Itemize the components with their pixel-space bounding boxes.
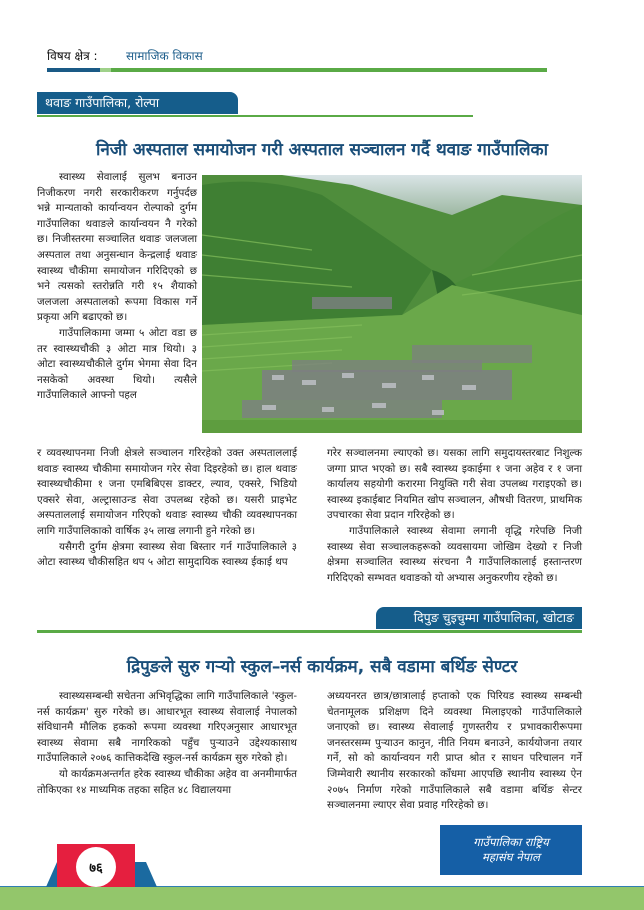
article2-tag-underline — [37, 630, 582, 633]
article2-left-column — [37, 689, 297, 798]
article2-right-column — [327, 689, 582, 814]
subject-area-label: विषय क्षेत्र : — [47, 49, 98, 63]
article1-location-tag: थवाङ गाउँपालिका, रोल्पा — [37, 92, 238, 114]
publisher-name-line1: गाउँपालिका राष्ट्रिय — [473, 835, 549, 849]
footer-band — [0, 887, 644, 910]
header-rule-blue — [47, 68, 100, 72]
header-rule-light — [100, 68, 111, 72]
header-rule-green — [111, 68, 547, 72]
paragraph: अध्ययनरत छात्र/छात्रालाई हप्ताको एक पिरियड स्वास्थ्य सम्बन्धी चेतनामूलक प्रशिक्षण दिने व्यवस्था मिलाइएको गाउँपालिकाले जनाएको छ। स्वास्थ्य सेवालाई गुणस्तरीय र प्रभावकारीरूपमा जनस्तरसम्म पुऱ्याउन कानुन, नीति नियम बनाउने, कार्ययोजना तयार गर्ने, सो को कार्यान्वयन गरी प्राप्त श्रोत र साधन परिचालन गर्ने जिम्मेवारी स्थानीय सरकारको काँधमा आएपछि स्थानीय स्वास्थ्य ऐन २०७५ निर्माण गरेको गाउँपालिकाले सबै वडामा बर्थिङ सेन्टर सञ्चालनमा ल्याएर सेवा प्रवाह गरिरहेको छ। — [327, 690, 582, 812]
village-landscape-image — [202, 175, 582, 433]
paragraph: यो कार्यक्रमअन्तर्गत हरेक स्वास्थ्य चौकीका अहेव वा अनमीमार्फत तोकिएका १४ माध्यमिक तहका सहित ४८ विद्यालयमा — [37, 767, 297, 796]
paragraph: र व्यवस्थापनमा निजी क्षेत्रले सञ्चालन गरिरहेको उक्त अस्पताललाई थवाङ स्वास्थ्य चौकीमा समायोजन गरेर सेवा दिइरहेको छ। हाल थवाङ स्वास्थ्यचौकीमा १ जना एमबिबिएस डाक्टर, ल्याव, एक्सरे, भिडियो एक्सरे सेवा, अल्ट्रासाउन्ड सेवा उपलब्ध रहेको छ। यसरी प्राइभेट अस्पताललाई समायोजन गरिएको थवाङ स्वास्थ्य चौकी व्यवस्थापनका लागि गाउँपालिकाको वार्षिक ३५ लाख लगानी हुने गरेको छ। — [37, 447, 297, 537]
village-photo — [202, 175, 582, 433]
page-number-wing-right — [135, 862, 157, 887]
paragraph: गाउँपालिकामा जम्मा ५ ओटा वडा छ तर स्वास्थ्यचौकी ३ ओटा मात्र थियो। ३ ओटा स्वास्थ्यचौकीले दुर्गम भेगमा सेवा दिन नसकेको अवस्था थियो। त्यसैले गाउँपालिकाले आफ्नो पहल — [37, 326, 197, 402]
page-number: ७६ — [76, 847, 116, 887]
paragraph: गाउँपालिकाले स्वास्थ्य सेवामा लगानी वृद्धि गरेपछि निजी स्वास्थ्य सेवा सञ्चालकहरूको व्यवसायमा जोखिम देख्यो र निजी क्षेत्रमा सञ्चालित स्वास्थ्य संरचना नै गाउँपालिकालाई हस्तान्तरण गरिदिएको सम्भवत थवाङको यो अभ्यास अनुकरणीय रहेको छ। — [327, 524, 582, 584]
paragraph: स्वास्थ्यसम्बन्धी सचेतना अभिवृद्धिका लागि गाउँपालिकाले 'स्कुल-नर्स कार्यक्रम' सुरु गरेको छ। आधारभूत स्वास्थ्य सेवालाई नेपालको संविधानमै मौलिक हकको रूपमा व्यवस्था गरिएअनुसार आधारभूत स्वास्थ्य सेवामा सबै नागरिकको पहुँच पुऱ्याउने उद्देश्यकासाथ गाउँपालिकाले २०७६ कात्तिकदेखि स्कुल-नर्स कार्यक्रम सुरु गरेको हो। — [37, 690, 297, 765]
publisher-name-line2: महासंघ नेपाल — [482, 850, 540, 864]
paragraph: गरेर सञ्चालनमा ल्याएको छ। यसका लागि समुदायस्तरबाट निशुल्क जग्गा प्राप्त भएको छ। सबै स्वास्थ्य इकाईमा १ जना अहेव र १ जना कार्यालय सहयोगी करारमा नियुक्ति गरी सेवा उपलब्ध गराइएको छ। स्वास्थ्य इकाईबाट नियमित खोप सञ्चालन, औषधी वितरण, प्राथमिक उपचारका सेवा प्रदान गरिरहेको छ। — [327, 447, 582, 522]
article1-narrow-column — [37, 170, 197, 404]
article1-right-column — [327, 446, 582, 586]
article2-location-tag: दिपुङ चुइचुम्मा गाउँपालिका, खोटाङ — [376, 607, 582, 629]
article1-headline: निजी अस्पताल समायोजन गरी अस्पताल सञ्चालन गर्दै थवाङ गाउँपालिका — [95, 140, 549, 160]
paragraph: यसैगरी दुर्गम क्षेत्रमा स्वास्थ्य सेवा बिस्तार गर्न गाउँपालिकाले ३ ओटा स्वास्थ्य चौकीसहित थप ५ ओटा सामुदायिक स्वास्थ्य ईकाई थप — [37, 540, 297, 569]
subject-area-value: सामाजिक विकास — [126, 49, 203, 63]
article2-headline: द्रिपुङले सुरु गऱ्यो स्कुल–नर्स कार्यक्रम, सबै वडामा बर्थिङ सेण्टर — [126, 657, 518, 677]
paragraph: स्वास्थ्य सेवालाई सुलभ बनाउन निजीकरण नगरी सरकारीकरण गर्नुपर्दछ भन्ने मान्यताको कार्यान्वयन रोल्पाको दुर्गम गाउँपालिका थवाङले कार्यान्वयन नै गरेको छ। निजीस्तरमा सञ्चालित थवाङ जलजला अस्पताल तथा अनुसन्धान केन्द्रलाई थवाङ स्वास्थ्य चौकीमा समायोजन गरिदिएको छ भने त्यसको स्तरोन्नति गरी १५ शैयाको जलजला अस्पतालको रूपमा विकास गर्ने प्रकृया अगि बढाएको छ। — [37, 171, 197, 324]
publisher-badge — [440, 825, 582, 875]
article1-tag-underline — [37, 115, 473, 117]
article1-left-column — [37, 446, 297, 571]
